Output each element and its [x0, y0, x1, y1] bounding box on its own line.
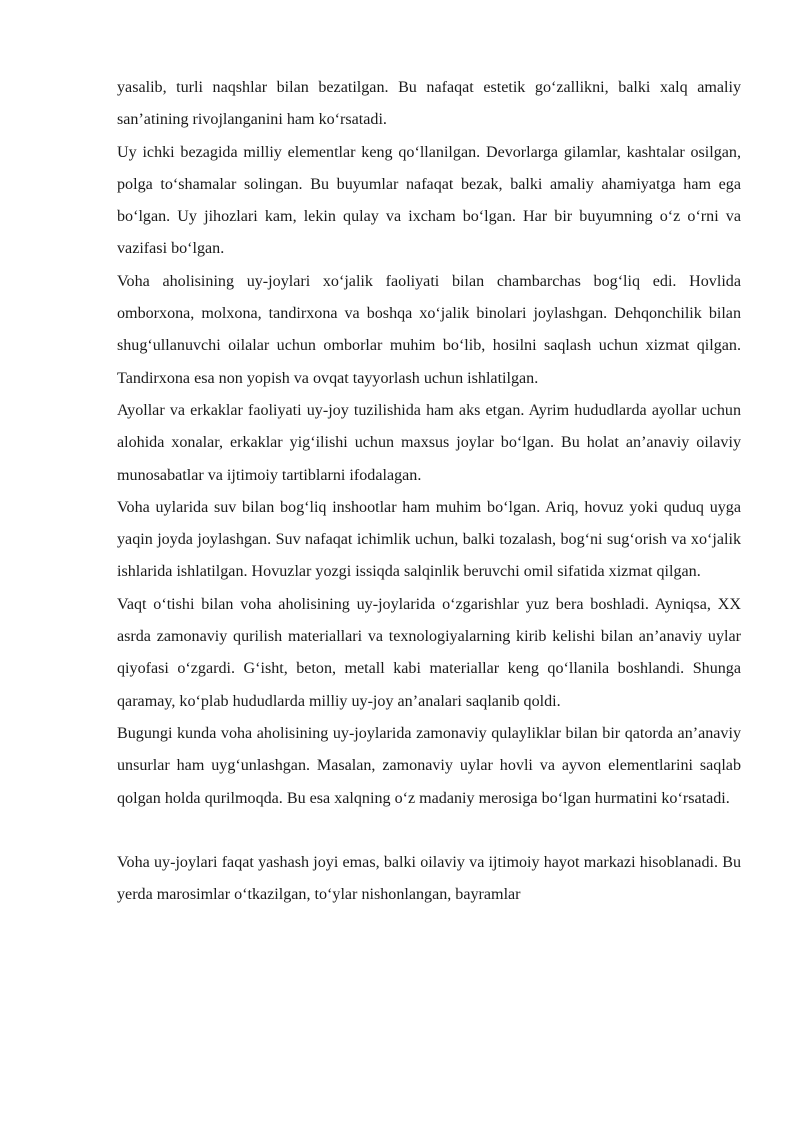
paragraph-1: yasalib, turli naqshlar bilan bezatilgan. Bu nafaqat estetik go‘zallikni, balki xalq amaliy san’atining rivojlanganini ham ko‘rsatadi. [117, 79, 741, 129]
paragraph-spacer [117, 815, 741, 847]
document-text-body [117, 72, 741, 912]
paragraph-8: Voha uy-joylari faqat yashash joyi emas, balki oilaviy va ijtimoiy hayot markazi hisoblanadi. Bu yerda marosimlar o‘tkazilgan, to‘ylar nishonlangan, bayramlar [117, 854, 741, 904]
paragraph-3: Voha aholisining uy-joylari xo‘jalik faoliyati bilan chambarchas bog‘liq edi. Hovlida omborxona, molxona, tandirxona va boshqa xo‘jalik binolari joylashgan. Dehqonchilik bilan shug‘ullanuvchi oilalar uchun omborlar muhim bo‘lib, hosilni saqlash uchun xizmat qilgan. Tandirxona esa non yopish va ovqat tayyorlash uchun ishlatilgan. [117, 272, 741, 387]
paragraph-2: Uy ichki bezagida milliy elementlar keng qo‘llanilgan. Devorlarga gilamlar, kashtalar osilgan, polga to‘shamalar solingan. Bu buyumlar nafaqat bezak, balki amaliy ahamiyatga ham ega bo‘lgan. Uy jihozlari kam, lekin qulay va ixcham bo‘lgan. Har bir buyumning o‘z o‘rni va vazifasi bo‘lgan. [117, 143, 741, 258]
paragraph-7: Bugungi kunda voha aholisining uy-joylarida zamonaviy qulayliklar bilan bir qatorda an’anaviy unsurlar ham uyg‘unlashgan. Masalan, zamonaviy uylar hovli va ayvon elementlarini saqlab qolgan holda qurilmoqda. Bu esa xalqning o‘z madaniy merosiga bo‘lgan hurmatini ko‘rsatadi. [117, 724, 741, 807]
paragraph-4: Ayollar va erkaklar faoliyati uy-joy tuzilishida ham aks etgan. Ayrim hududlarda ayollar uchun alohida xonalar, erkaklar yig‘ilishi uchun maxsus joylar bo‘lgan. Bu holat an’anaviy oilaviy munosabatlar va ijtimoiy tartiblarni ifodalagan. [117, 401, 741, 484]
paragraph-6: Vaqt o‘tishi bilan voha aholisining uy-joylarida o‘zgarishlar yuz bera boshladi. Ayniqsa, XX asrda zamonaviy qurilish materiallari va texnologiyalarning kirib kelishi bilan an’anaviy uylar qiyofasi o‘zgardi. G‘isht, beton, metall kabi materiallar keng qo‘llanila boshlandi. Shunga qaramay, ko‘plab hududlarda milliy uy-joy an’analari saqlanib qoldi. [117, 595, 741, 710]
paragraph-5: Voha uylarida suv bilan bog‘liq inshootlar ham muhim bo‘lgan. Ariq, hovuz yoki quduq uyga yaqin joyda joylashgan. Suv nafaqat ichimlik uchun, balki tozalash, bog‘ni sug‘orish va xo‘jalik ishlarida ishlatilgan. Hovuzlar yozgi issiqda salqinlik beruvchi omil sifatida xizmat qilgan. [117, 498, 741, 581]
